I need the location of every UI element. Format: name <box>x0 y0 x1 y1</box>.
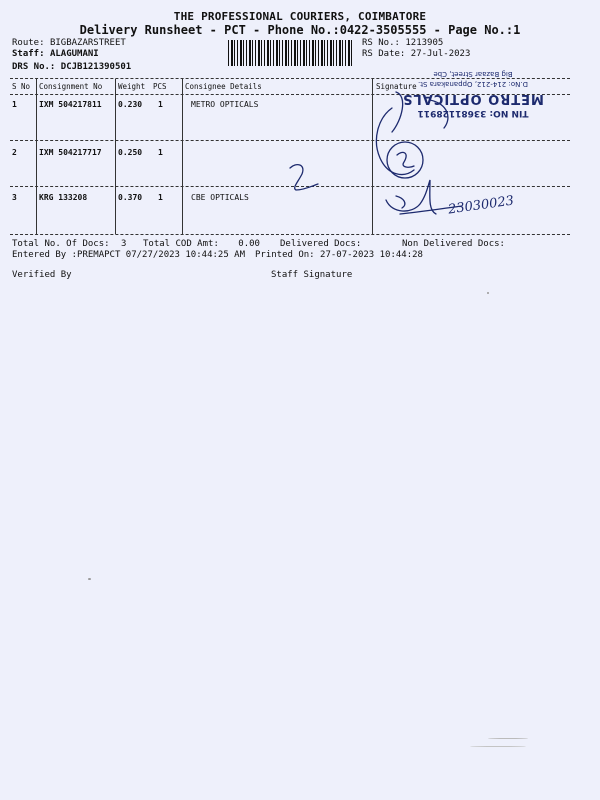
row-sno: 2 <box>12 148 17 157</box>
non-delivered-docs: Non Delivered Docs: <box>402 239 505 249</box>
cod-label: Total COD Amt: <box>143 239 219 249</box>
header-signature: Signature <box>376 82 417 91</box>
staff-value: ALAGUMANI <box>49 49 99 59</box>
company-title: THE PROFESSIONAL COURIERS, COIMBATORE <box>173 10 427 23</box>
total-docs-label: Total No. Of Docs: <box>12 239 110 249</box>
row-sno: 3 <box>12 193 17 202</box>
header-pcs: PCS <box>153 82 167 91</box>
header-consignment: Consignment No <box>39 82 103 91</box>
row-pcs: 1 <box>158 100 163 109</box>
row-consignment: KRG 133208 <box>39 193 88 202</box>
row-consignment: IXM 504217717 <box>39 148 102 157</box>
route-label: Route: <box>12 38 45 48</box>
total-docs <box>12 239 126 249</box>
staff-label: Staff: <box>12 49 45 59</box>
scan-speck <box>88 578 91 580</box>
rs-date-value: 27-Jul-2023 <box>410 49 471 59</box>
row-weight: 0.370 <box>118 193 143 202</box>
row-weight: 0.250 <box>118 148 143 157</box>
rs-date-label: RS Date: <box>362 49 406 59</box>
stamp-line-4: Big Bazaar Street, Cbe <box>433 70 513 78</box>
rs-no-value: 1213905 <box>405 38 444 48</box>
scan-speck <box>487 292 489 294</box>
stamp-line-1: METRO OPTICALS <box>402 91 544 106</box>
stamp-line-3: D.No: 214-212, Oppanakara St. <box>418 80 528 88</box>
header-consignee: Consignee Details <box>185 82 262 91</box>
staff-signature: Staff Signature <box>271 270 353 280</box>
total-cod <box>143 239 260 249</box>
runsheet-subtitle: Delivery Runsheet - PCT - Phone No.:0422-3505555 - Page No.:1 <box>79 23 521 37</box>
row-sno: 1 <box>12 100 17 109</box>
delivered-docs: Delivered Docs: <box>280 239 362 249</box>
header-weight: Weight <box>118 82 146 91</box>
row-pcs: 1 <box>158 193 163 202</box>
scan-speck <box>488 738 528 739</box>
cod-value: 0.00 <box>238 239 260 249</box>
scan-speck <box>470 746 526 747</box>
drs-value: DCJB121390501 <box>60 62 132 72</box>
row-consignment: IXM 504217811 <box>39 100 102 109</box>
printed-on: Printed On: 27-07-2023 10:44:28 <box>255 250 423 260</box>
total-docs-value: 3 <box>120 239 127 249</box>
row-weight: 0.230 <box>118 100 143 109</box>
stamp-line-2: TIN NO: 33681128911 <box>417 108 529 118</box>
entered-by: Entered By :PREMAPCT 07/27/2023 10:44:25 AM <box>12 250 245 260</box>
verified-by: Verified By <box>12 270 72 280</box>
row-pcs: 1 <box>158 148 163 157</box>
route-value: BIGBAZARSTREET <box>49 38 126 48</box>
drs-label: DRS No.: <box>12 62 56 72</box>
row-consignee: METRO OPTICALS <box>191 100 259 109</box>
rs-no-label: RS No.: <box>362 38 400 48</box>
header-sno: S No <box>12 82 31 91</box>
handwritten-date: 23030023 <box>447 193 515 218</box>
row-consignee: CBE OPTICALS <box>191 193 249 202</box>
